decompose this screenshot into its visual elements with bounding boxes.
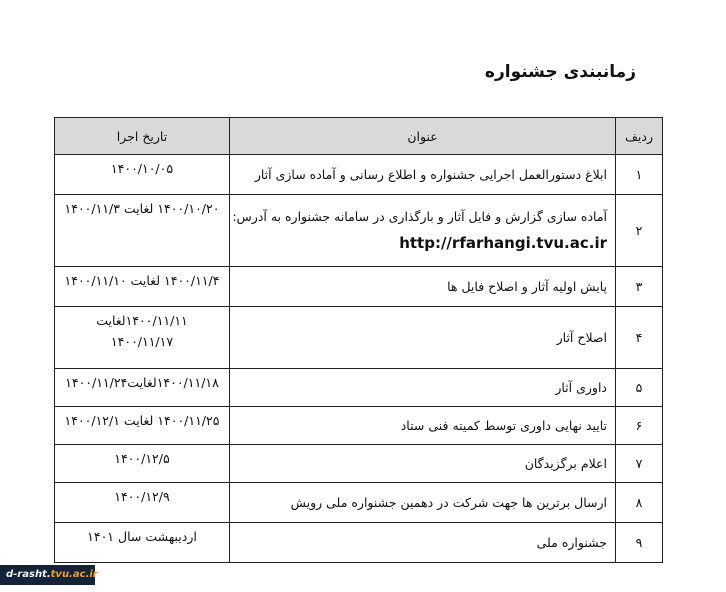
table-header-row bbox=[55, 118, 663, 155]
row-date-cell bbox=[55, 307, 230, 369]
table-row bbox=[55, 155, 663, 195]
row-title: جشنواره ملی bbox=[230, 523, 616, 563]
row-date: ۱۴۰۰/۱۱/۱۱لغایت bbox=[96, 313, 188, 328]
row-date: ۱۴۰۰/۱۲/۹ bbox=[55, 483, 230, 523]
header-date: تاریخ اجرا bbox=[55, 118, 230, 155]
table-row bbox=[55, 369, 663, 407]
row-index: ۴ bbox=[616, 307, 663, 369]
row-index: ۳ bbox=[616, 267, 663, 307]
row-index: ۶ bbox=[616, 407, 663, 445]
watermark-domain: tvu.ac.ir bbox=[50, 569, 98, 580]
row-title: داوری آثار bbox=[230, 369, 616, 407]
table-row bbox=[55, 195, 663, 267]
row-title: آماده سازی گزارش و فایل آثار و بارگذاری در سامانه جشنواره به آدرس: bbox=[232, 209, 607, 224]
table-row bbox=[55, 523, 663, 563]
row-title: اصلاح آثار bbox=[230, 307, 616, 369]
row-date: ۱۴۰۰/۱۱/۱۸لغایت۱۴۰۰/۱۱/۲۴ bbox=[55, 369, 230, 407]
table-row bbox=[55, 445, 663, 483]
schedule-table bbox=[54, 117, 663, 563]
row-date: ۱۴۰۰/۱۲/۵ bbox=[55, 445, 230, 483]
header-title: عنوان bbox=[230, 118, 616, 155]
row-index: ۸ bbox=[616, 483, 663, 523]
row-title: اعلام برگزیدگان bbox=[230, 445, 616, 483]
row-date: ۱۴۰۰/۱۱/۴ لغایت ۱۴۰۰/۱۱/۱۰ bbox=[55, 267, 230, 307]
row-index: ۱ bbox=[616, 155, 663, 195]
row-date: اردیبهشت سال ۱۴۰۱ bbox=[55, 523, 230, 563]
row-date-end: ۱۴۰۰/۱۱/۱۷ bbox=[110, 334, 174, 349]
table-row bbox=[55, 483, 663, 523]
row-date: ۱۴۰۰/۱۰/۲۰ لغایت ۱۴۰۰/۱۱/۳ bbox=[55, 195, 230, 267]
watermark-prefix: d-rasht. bbox=[6, 569, 51, 580]
site-watermark bbox=[0, 565, 98, 585]
row-index: ۷ bbox=[616, 445, 663, 483]
row-index: ۹ bbox=[616, 523, 663, 563]
table-row bbox=[55, 407, 663, 445]
header-index: ردیف bbox=[616, 118, 663, 155]
row-title: ابلاغ دستورالعمل اجرایی جشنواره و اطلاع رسانی و آماده سازی آثار bbox=[230, 155, 616, 195]
row-title: پایش اولیه آثار و اصلاح فایل ها bbox=[230, 267, 616, 307]
row-title: تایید نهایی داوری توسط کمیته فنی ستاد bbox=[230, 407, 616, 445]
page-title: زمانبندی جشنواره bbox=[484, 62, 636, 82]
table-row bbox=[55, 307, 663, 369]
row-title-cell bbox=[230, 195, 616, 267]
festival-url-link[interactable]: http://rfarhangi.tvu.ac.ir bbox=[399, 234, 607, 252]
row-date: ۱۴۰۰/۱۱/۲۵ لغایت ۱۴۰۰/۱۲/۱ bbox=[55, 407, 230, 445]
row-title: ارسال برترین ها جهت شرکت در دهمین جشنواره ملی رویش bbox=[230, 483, 616, 523]
row-date: ۱۴۰۰/۱۰/۰۵ bbox=[55, 155, 230, 195]
row-index: ۵ bbox=[616, 369, 663, 407]
table-row bbox=[55, 267, 663, 307]
row-index: ۲ bbox=[616, 195, 663, 267]
